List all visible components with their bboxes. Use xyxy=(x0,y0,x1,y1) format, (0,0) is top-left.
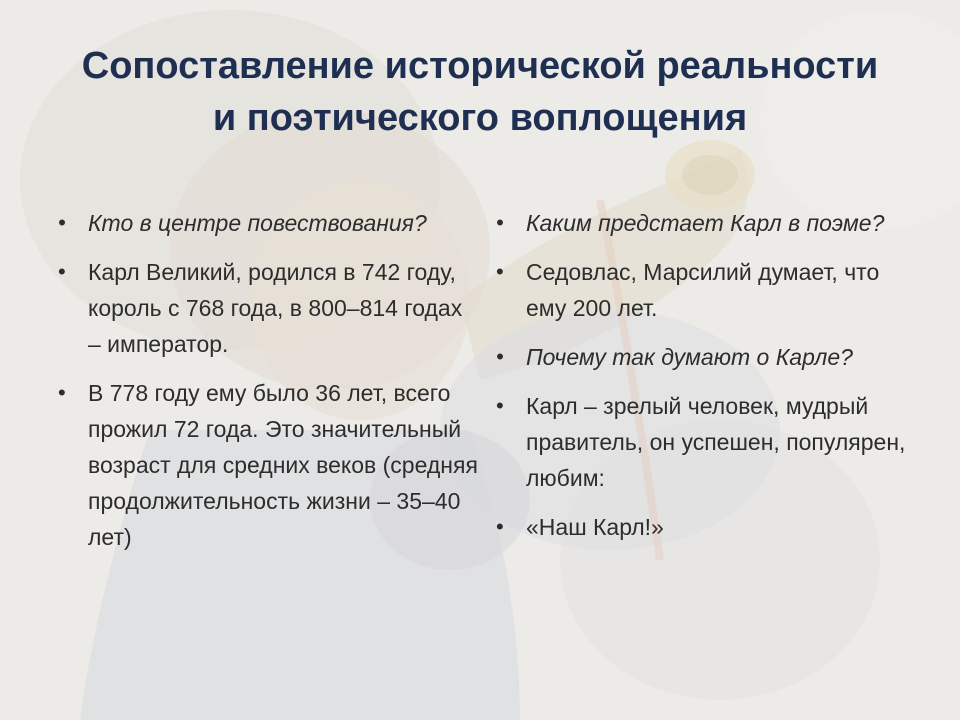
left-item-3-text: В 778 году ему было 36 лет, всего прожил 72 года. Это значительный возраст для средних веков (средняя продолжительность жизни – 35–40 лет) xyxy=(88,380,478,550)
bullet-icon: • xyxy=(496,259,504,284)
bullet-icon: • xyxy=(496,210,504,235)
right-item-4-text: Карл – зрелый человек, мудрый правитель, он успешен, популярен, любим: xyxy=(526,393,906,491)
list-item xyxy=(496,254,906,326)
right-column-list xyxy=(496,205,906,558)
right-item-5-text: «Наш Карл!» xyxy=(526,514,664,540)
left-item-1-text: Кто в центре повествования? xyxy=(88,210,427,236)
list-item xyxy=(496,205,906,241)
right-item-2-text: Седовлас, Марсилий думает, что ему 200 лет. xyxy=(526,259,880,321)
list-item xyxy=(58,375,478,555)
left-item-2-text: Карл Великий, родился в 742 году, король с 768 года, в 800–814 годах – император. xyxy=(88,259,463,357)
bullet-icon: • xyxy=(58,259,66,284)
list-item xyxy=(58,254,478,362)
bullet-icon: • xyxy=(496,514,504,539)
bullet-icon: • xyxy=(496,344,504,369)
bullet-icon: • xyxy=(58,210,66,235)
right-item-1-text: Каким предстает Карл в поэме? xyxy=(526,210,885,236)
bullet-icon: • xyxy=(496,393,504,418)
list-item xyxy=(58,205,478,241)
title-line-1: Сопоставление исторической реальности xyxy=(81,45,879,87)
right-item-3-text: Почему так думают о Карле? xyxy=(526,344,853,370)
title-line-2: и поэтического воплощения xyxy=(212,97,748,139)
left-column-list xyxy=(58,205,478,568)
bullet-icon: • xyxy=(58,380,66,405)
list-item xyxy=(496,339,906,375)
list-item xyxy=(496,388,906,496)
list-item xyxy=(496,509,906,545)
slide-title xyxy=(40,40,920,144)
